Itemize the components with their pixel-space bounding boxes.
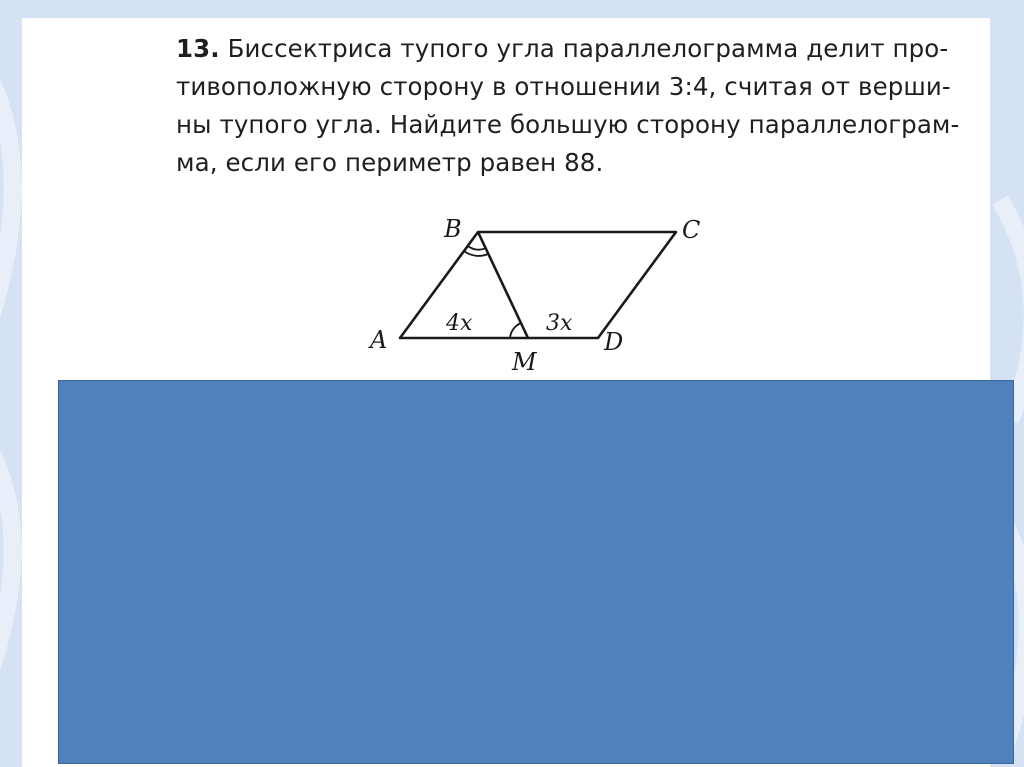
angle-arc-m (510, 323, 521, 338)
vertex-label-m: M (512, 348, 537, 376)
problem-line-1-text: Биссектриса тупого угла параллелограмма делит про- (219, 34, 949, 63)
parallelogram-abcd (400, 232, 676, 338)
angle-arc-b-inner (468, 246, 486, 250)
problem-line-2: тивоположную сторону в отношении 3:4, считая от верши- (176, 72, 951, 101)
segment-label-md: 3x (546, 311, 573, 336)
problem-line-3: ны тупого угла. Найдите большую сторону параллелограм- (176, 110, 960, 139)
problem-line-4: ма, если его периметр равен 88. (176, 148, 604, 177)
solution-cover-box (58, 380, 1014, 764)
angle-arc-b (464, 251, 488, 256)
vertex-label-a: A (370, 326, 388, 354)
problem-line-1 (176, 30, 996, 68)
vertex-label-d: D (604, 328, 624, 356)
segment-label-am: 4x (446, 311, 473, 336)
problem-statement (176, 30, 996, 182)
vertex-label-b: B (444, 215, 462, 243)
parallelogram-figure (360, 210, 700, 380)
problem-number: 13. (176, 34, 220, 63)
vertex-label-c: C (682, 216, 700, 244)
